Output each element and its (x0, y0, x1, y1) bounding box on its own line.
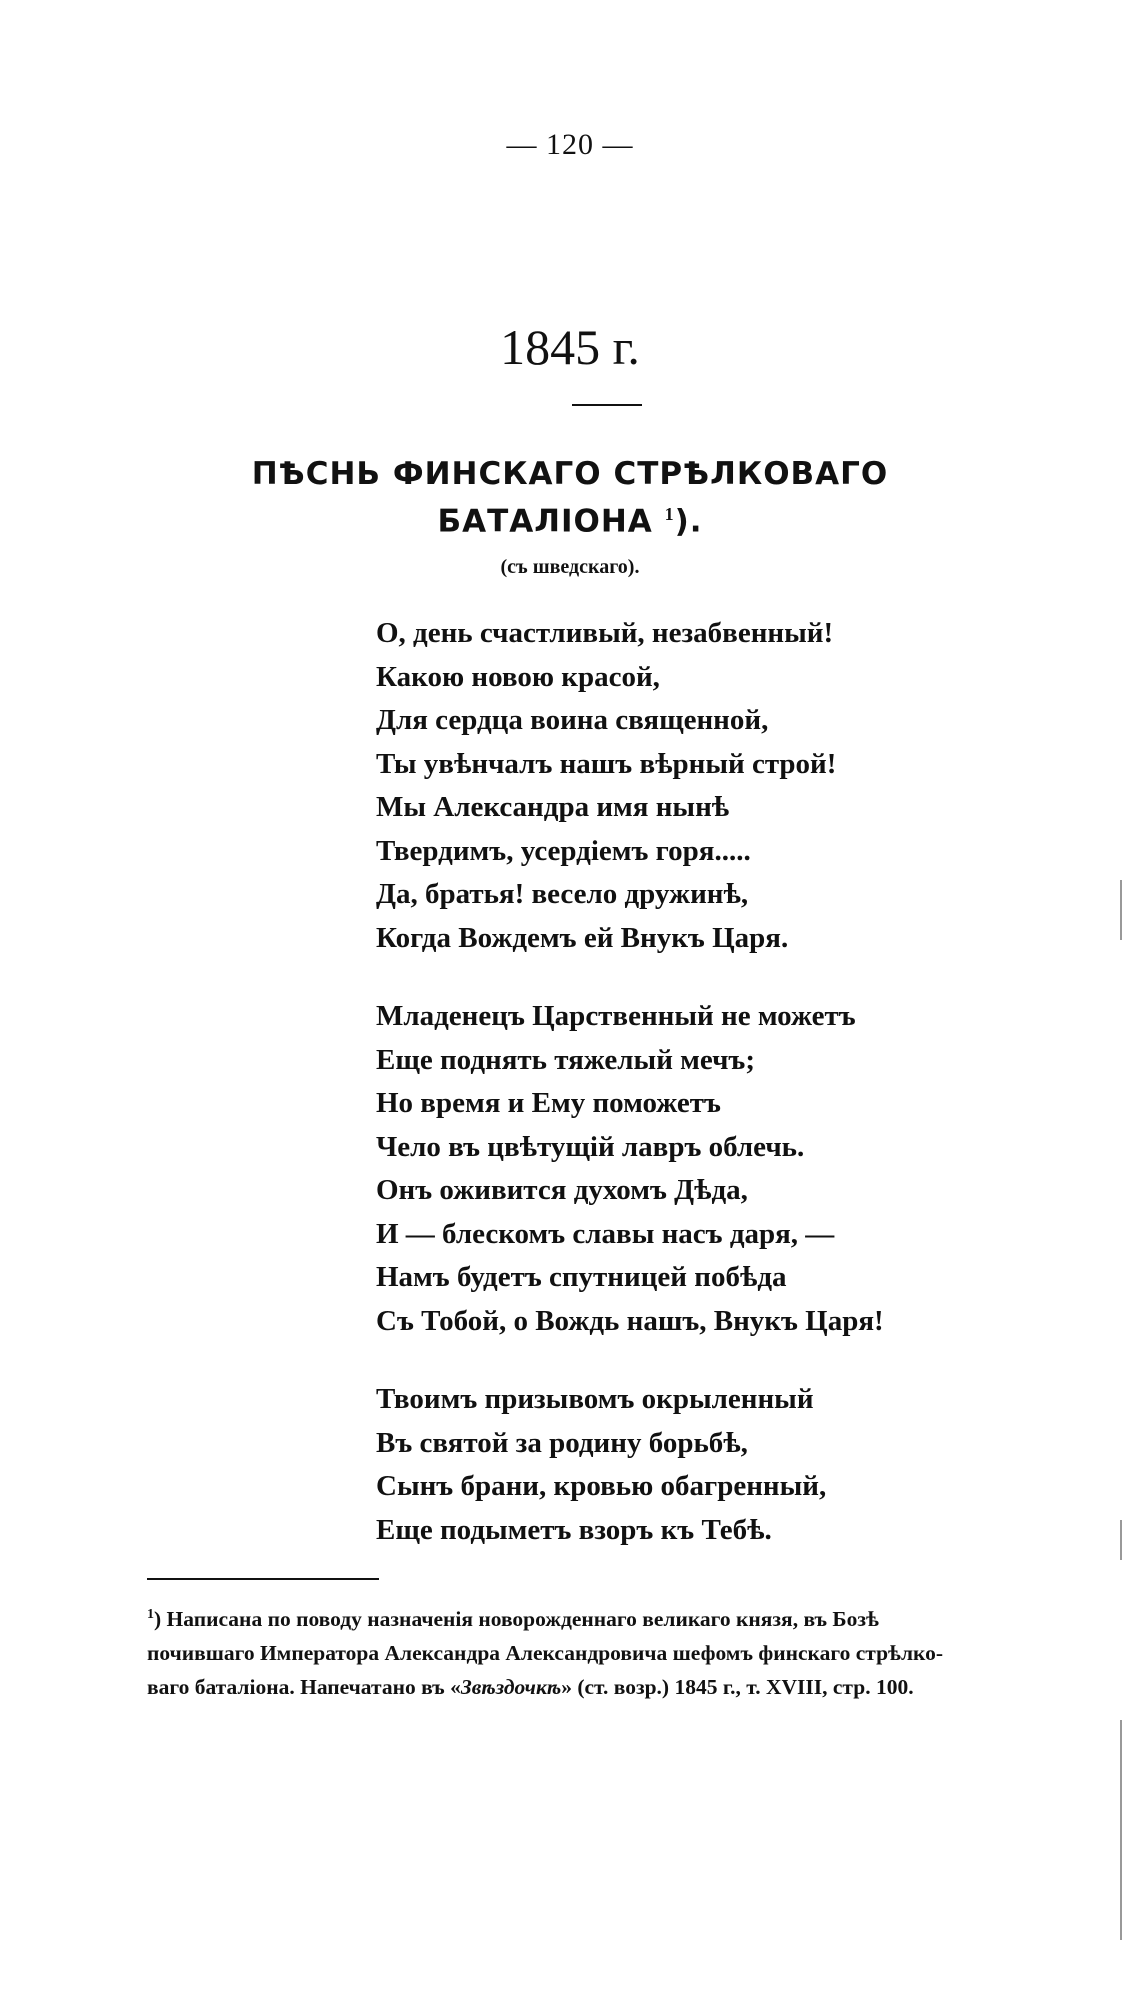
footnote-line-1 (147, 1598, 1057, 1636)
footnote-line-3 (147, 1670, 1057, 1704)
verse-line: Сынъ брани, кровью обагренный, (376, 1470, 827, 1502)
scan-margin-line (1120, 880, 1122, 940)
footnote-line-2: почившаго Императора Александра Александровича шефомъ финскаго стрѣлко- (147, 1641, 944, 1666)
verse-line: Ты увѣнчалъ нашъ вѣрный строй! (376, 747, 837, 780)
title-line-2-end: ). (674, 503, 703, 540)
footnote-mark: 1 (147, 1607, 154, 1622)
verse-line: Въ святой за родину борьбѣ, (376, 1426, 748, 1459)
verse-line: Еще поднять тяжелый мечъ; (376, 1043, 755, 1076)
title-line-2 (0, 494, 1140, 541)
verse-line: Но время и Ему поможетъ (376, 1087, 721, 1119)
scan-margin-line (1120, 1720, 1122, 1940)
verse-line: Когда Вождемъ ей Внукъ Царя. (376, 921, 789, 954)
footnote-divider (147, 1578, 379, 1580)
footnote (147, 1598, 1057, 1704)
title-line-2-text: БАТАЛІОНА (437, 503, 653, 540)
page-number: — 120 — (506, 128, 634, 161)
footnote-text-3b: » (ст. возр.) 1845 г., т. XVIII, стр. 100. (561, 1675, 914, 1700)
footnote-journal-title: Звѣздочкѣ (460, 1675, 562, 1700)
heading-divider (572, 404, 642, 406)
verse-line: Съ Тобой, о Вождь нашъ, Внукъ Царя! (376, 1304, 884, 1337)
verse-line: Да, братья! весело дружинѣ, (376, 878, 749, 910)
poem-subtitle: (съ шведскаго). (500, 556, 640, 578)
stanza-3 (376, 1378, 996, 1552)
verse-line: Мы Александра имя нынѣ (376, 791, 730, 823)
scan-margin-line (1120, 1520, 1122, 1560)
verse-line: Для сердца воина священной, (376, 704, 769, 736)
verse-line: Твоимъ призывомъ окрыленный (376, 1383, 814, 1415)
verse-line: О, день счастливый, незабвенный! (376, 617, 834, 649)
verse-line: И — блескомъ славы насъ даря, — (376, 1217, 835, 1250)
verse-line: Младенецъ Царственный не можетъ (376, 1000, 856, 1032)
title-line-1: ПѢСНЬ ФИНСКАГО СТРѢЛКОВАГО (251, 456, 889, 492)
verse-line: Твердимъ, усердіемъ горя..... (376, 834, 751, 867)
verse-line: Онъ оживится духомъ Дѣда, (376, 1174, 748, 1206)
footnote-text-1: ) Написана по поводу назначенія новорожденнаго великаго князя, въ Бозѣ (154, 1607, 879, 1632)
footnote-text-3a: ваго баталіона. Напечатано въ « (147, 1675, 461, 1700)
poem-title (0, 454, 1140, 541)
verse-line: Еще подыметъ взоръ къ Тебѣ. (376, 1513, 772, 1546)
verse-line: Чело въ цвѣтущій лавръ облечь. (376, 1130, 805, 1163)
stanza-1 (376, 612, 996, 960)
title-footnote-mark: 1 (664, 504, 675, 524)
verse-line: Какою новою красой, (376, 660, 660, 693)
verse-line: Намъ будетъ спутницей побѣда (376, 1261, 787, 1293)
stanza-2 (376, 995, 996, 1343)
year-heading: 1845 г. (500, 319, 640, 375)
